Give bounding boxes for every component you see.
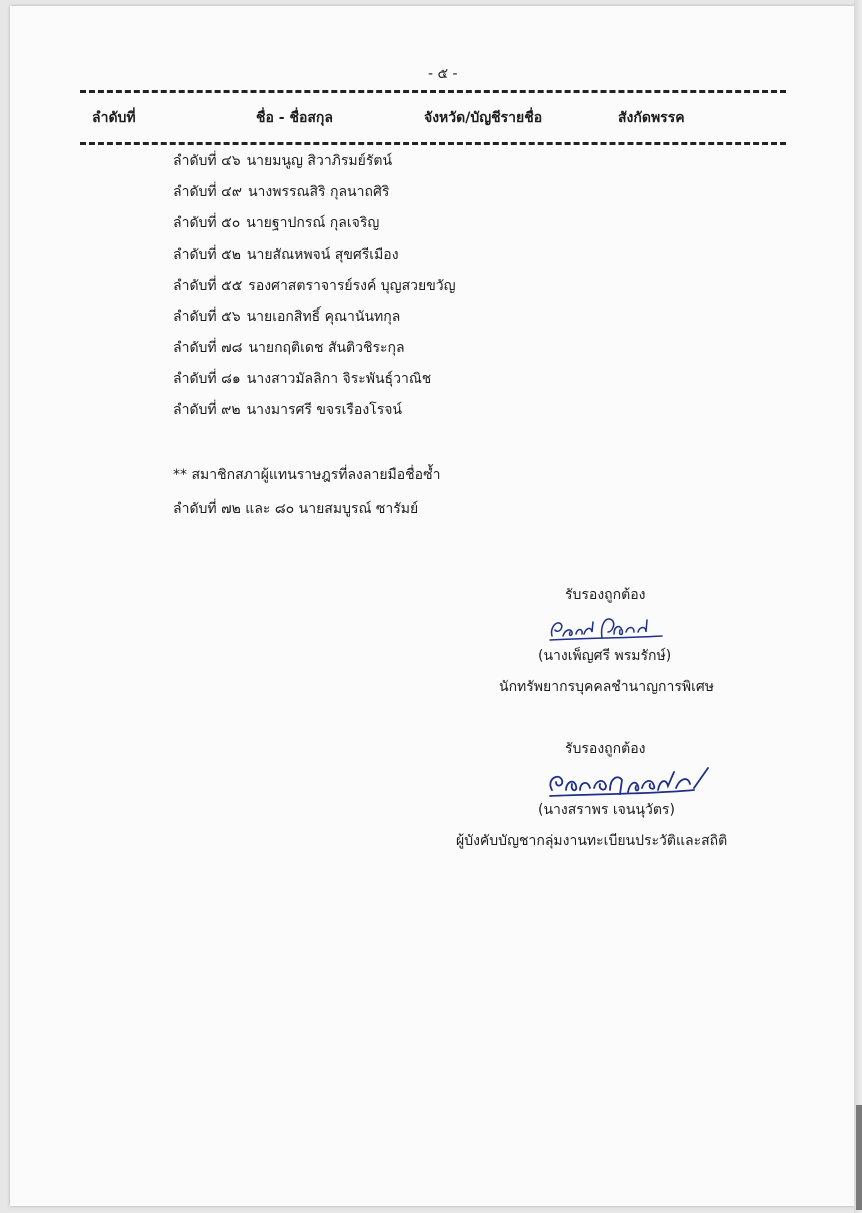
list-item — [173, 401, 402, 419]
duplicate-signature-detail: ลำดับที่ ๗๒ และ ๘๐ นายสมบูรณ์ ซารัมย์ — [173, 501, 419, 517]
list-item-number: ลำดับที่ ๔๙ — [173, 184, 242, 200]
certification-2-heading: รับรองถูกต้อง — [565, 741, 646, 757]
list-item-number: ลำดับที่ ๗๘ — [173, 340, 243, 356]
scan-edge — [854, 0, 862, 1213]
list-item — [173, 308, 400, 326]
header-top-rule — [80, 90, 786, 93]
scan-edge-shadow — [856, 1105, 862, 1210]
list-item — [173, 183, 389, 201]
header-name: ชื่อ - ชื่อสกุล — [256, 110, 333, 126]
certification-1-heading: รับรองถูกต้อง — [565, 587, 646, 603]
list-item-number: ลำดับที่ ๕๒ — [173, 247, 241, 263]
signature-1-image — [546, 610, 666, 644]
list-item — [173, 246, 399, 264]
certification-2-name: (นางสราพร เจนนุวัตร) — [538, 802, 675, 818]
page-number: - ๕ - — [428, 66, 458, 82]
list-item-name: นางพรรณสิริ กุลนาถศิริ — [247, 184, 390, 200]
list-item — [173, 277, 456, 295]
list-item-name: นางสาวมัลลิกา จิระพันธุ์วาณิช — [246, 371, 432, 387]
certification-1-position: นักทรัพยากรบุคคลชำนาญการพิเศษ — [499, 679, 714, 695]
document-page — [10, 6, 856, 1206]
duplicate-signature-note: ** สมาชิกสภาผู้แทนราษฎรที่ลงลายมือชื่อซ้ำ — [173, 467, 441, 483]
list-item-name: นายสัณหพจน์ สุขศรีเมือง — [246, 247, 399, 263]
list-item-number: ลำดับที่ ๕๐ — [173, 215, 241, 231]
list-item-number: ลำดับที่ ๘๑ — [173, 371, 241, 387]
list-item — [173, 370, 431, 388]
header-bottom-rule — [80, 142, 786, 145]
list-item — [173, 152, 392, 170]
header-order: ลำดับที่ — [92, 110, 136, 126]
list-item-number: ลำดับที่ ๕๖ — [173, 309, 241, 325]
list-item-name: นางมารศรี ขจรเรืองโรจน์ — [246, 402, 402, 418]
certification-2-position: ผู้บังคับบัญชากลุ่มงานทะเบียนประวัติและสถิติ — [456, 833, 728, 849]
list-item-name: นายเอกสิทธิ์ คุณานันทกุล — [246, 309, 401, 325]
list-item-name: นายมนูญ สิวาภิรมย์รัตน์ — [246, 153, 393, 169]
list-item — [173, 339, 405, 357]
header-province: จังหวัด/บัญชีรายชื่อ — [424, 110, 543, 126]
signature-2-image — [544, 764, 714, 800]
list-item-number: ลำดับที่ ๕๕ — [173, 278, 243, 294]
list-item-name: รองศาสตราจารย์รงค์ บุญสวยขวัญ — [248, 278, 456, 294]
list-item-name: นายกฤติเดช สันติวชิระกุล — [248, 340, 405, 356]
certification-1-name: (นางเพ็ญศรี พรมรักษ์) — [538, 648, 672, 664]
list-item-number: ลำดับที่ ๔๖ — [173, 153, 241, 169]
list-item-name: นายฐาปกรณ์ กุลเจริญ — [246, 215, 380, 231]
list-item-number: ลำดับที่ ๙๒ — [173, 402, 241, 418]
header-party: สังกัดพรรค — [618, 110, 685, 126]
list-item — [173, 214, 379, 232]
